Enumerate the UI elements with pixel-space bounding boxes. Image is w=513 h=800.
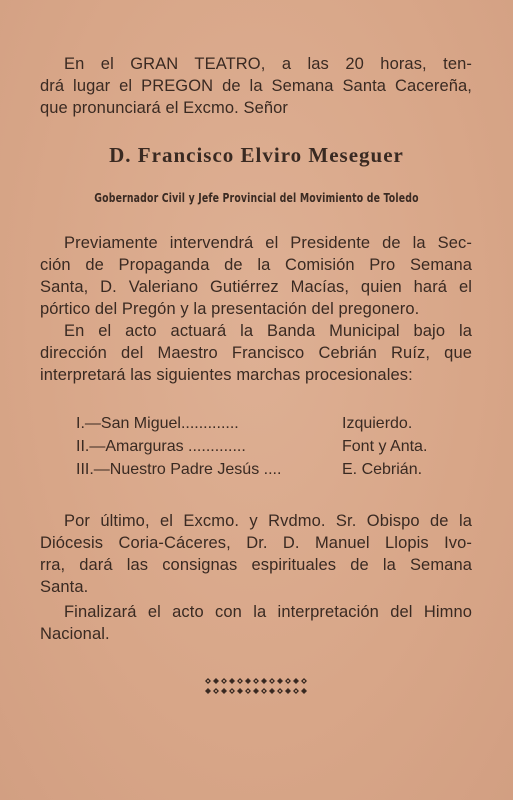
text-line: rra, dará las consignas espirituales de la Semana <box>40 556 472 574</box>
list-item <box>76 412 476 435</box>
presentation-paragraph <box>40 232 472 386</box>
text-line: que pronunciará el Excmo. Señor <box>40 99 288 117</box>
speaker-title: Gobernador Civil y Jefe Provincial del Movimiento de Toledo <box>94 191 419 205</box>
text-line: Santa, D. Valeriano Gutiérrez Macías, quien hará el <box>40 278 472 296</box>
text-line: pórtico del Pregón y la presentación del pregonero. <box>40 300 420 318</box>
text-line: dirección del Maestro Francisco Cebrián Ruíz, que <box>40 344 472 362</box>
list-item <box>76 435 476 458</box>
march-composer: E. Cebrián. <box>342 461 423 478</box>
text-line: Diócesis Coria-Cáceres, Dr. D. Manuel Llopis Ivo- <box>40 534 472 552</box>
march-composer: Izquierdo. <box>342 415 413 432</box>
text-line: Nacional. <box>40 625 110 643</box>
march-composer: Font y Anta. <box>342 438 428 455</box>
text-line: drá lugar el PREGON de la Semana Santa Cacereña, <box>40 77 472 95</box>
marches-list <box>76 412 476 481</box>
text-line: Santa. <box>40 578 89 596</box>
speaker-name: D. Francisco Elviro Meseguer <box>109 143 404 167</box>
bishop-paragraph <box>40 510 472 598</box>
text-line: Previamente intervendrá el Presidente de la Sec- <box>64 234 472 252</box>
march-title: I.—San Miguel............. <box>76 415 239 432</box>
text-line: Por último, el Excmo. y Rvdmo. Sr. Obispo de la <box>64 512 472 530</box>
text-line: En el GRAN TEATRO, a las 20 horas, ten- <box>64 55 472 73</box>
text-line: En el acto actuará la Banda Municipal bajo la <box>64 322 472 340</box>
text-line: ción de Propaganda de la Comisión Pro Semana <box>40 256 472 274</box>
text-line: Finalizará el acto con la interpretación del Himno <box>64 603 472 621</box>
list-item <box>76 458 476 481</box>
text-line: interpretará las siguientes marchas procesionales: <box>40 366 413 384</box>
march-title: II.—Amarguras ............. <box>76 438 246 455</box>
march-title: III.—Nuestro Padre Jesús .... <box>76 461 282 478</box>
diamond-chain-ornament-icon <box>203 675 313 697</box>
intro-paragraph <box>40 53 472 119</box>
closing-paragraph <box>40 601 472 645</box>
